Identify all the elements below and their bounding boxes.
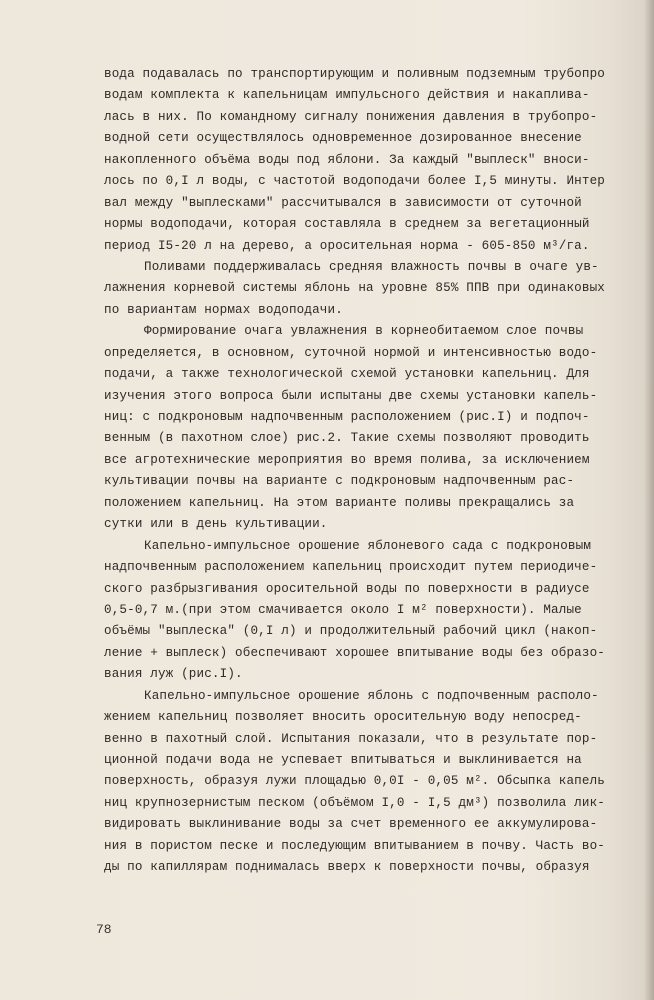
text-line: Капельно-импульсное орошение яблонь с подпочвенным располо- [144,688,599,703]
text-line: все агротехнические мероприятия во время полива, за исключением [104,452,590,467]
page-edge-shadow [644,0,654,1000]
text-line: по вариантам нормах водоподачи. [104,302,343,317]
text-line: нормы водоподачи, которая составляла в среднем за вегетационный [104,217,590,232]
text-line: ского разбрызгивания оросительной воды по поверхности в радиусе [104,581,590,596]
text-line: вода подавалась по транспортирующим и поливным подземным трубопро [104,67,605,81]
text-line: водам комплекта к капельницам импульсного действия и накаплива- [104,88,590,103]
text-line: культивации почвы на варианте с подкроновым надпочвенным рас- [104,474,575,489]
text-line: жением капельниц позволяет вносить оросительную воду непосред- [104,710,582,725]
text-line: изучения этого вопроса были испытаны две схемы установки капель- [104,388,598,403]
text-line: вал между "выплесками" рассчитывался в зависимости от суточной [104,195,582,210]
text-line: вания луж (рис.I). [104,667,243,682]
text-line: подачи, а также технологической схемой установки капельниц. Для [104,367,590,382]
text-line: Поливами поддерживалась средняя влажность почвы в очаге ув- [144,259,599,274]
text-line: положением капельниц. На этом варианте поливы прекращались за [104,495,575,510]
text-line: ционной подачи вода не успевает впитываться и выклинивается на [104,753,582,767]
body-text [104,64,634,879]
text-line: надпочвенным расположением капельниц происходит путем периодиче- [104,560,598,575]
text-line: венным (в пахотном слое) рис.2. Такие схемы позволяют проводить [104,431,590,446]
page-number: 78 [96,922,112,937]
text-line: венно в пахотный слой. Испытания показали, что в результате пор- [104,731,598,746]
text-line: лась в них. По командному сигналу понижения давления в трубопро- [104,109,598,124]
text-line: видировать выклинивание воды за счет временного ее аккумулирова- [104,817,598,832]
text-line: поверхность, образуя лужи площадью 0,0I - 0,05 м². Обсыпка капель [104,774,605,789]
text-line: ды по капиллярам поднималась вверх к поверхности почвы, образуя [104,860,590,875]
text-line: ниц: с подкроновым надпочвенным расположением (рис.I) и подпоч- [104,410,590,424]
text-line: определяется, в основном, суточной нормой и интенсивностью водо- [104,345,598,360]
text-line: 0,5-0,7 м.(при этом смачивается около I м² поверхности). Малые [104,602,582,617]
text-line: ния в пористом песке и последующим впитыванием в почву. Часть во- [104,838,605,853]
text-line: сутки или в день культивации. [104,517,328,532]
text-line: объёмы "выплеска" (0,I л) и продолжительный рабочий цикл (накоп- [104,624,598,639]
text-line: Формирование очага увлажнения в корнеобитаемом слое почвы [144,324,584,339]
text-line: ление + выплеск) обеспечивают хорошее впитывание воды без образо- [104,645,605,660]
text-line: накопленного объёма воды под яблони. За каждый "выплеск" вноси- [104,152,590,167]
text-line: лажнения корневой системы яблонь на уровне 85% ППВ при одинаковых [104,281,605,296]
text-line: водной сети осуществлялось одновременное дозированное внесение [104,131,582,146]
text-line: период I5-20 л на дерево, а оросительная норма - 605-850 м³/га. [104,238,590,253]
text-line: лось по 0,I л воды, с частотой водоподачи более I,5 минуты. Интер [104,174,605,189]
text-line: Капельно-импульсное орошение яблоневого сада с подкроновым [144,538,592,553]
text-line: ниц крупнозернистым песком (объёмом I,0 - I,5 дм³) позволила лик- [104,795,605,810]
